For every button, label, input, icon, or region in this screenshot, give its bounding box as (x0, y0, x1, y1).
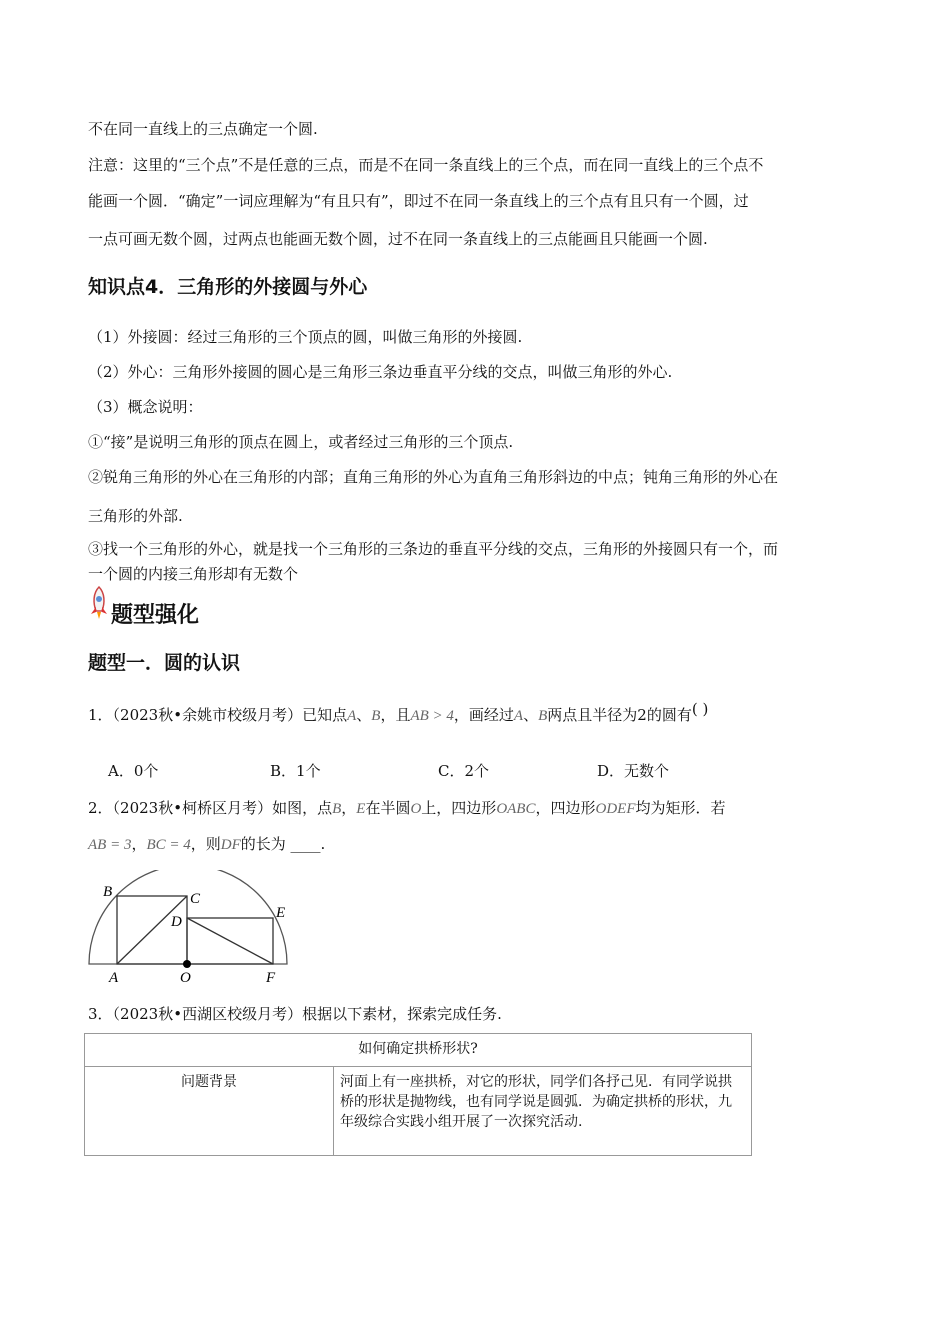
text-line: （3）概念说明： (88, 398, 203, 416)
q-text: ， (131, 835, 147, 853)
text-line: 不在同一直线上的三点确定一个圆. (88, 120, 318, 138)
math: E (356, 801, 366, 817)
question-2 (88, 797, 726, 818)
q-text: 在半圆 (365, 799, 411, 817)
q-text: ，且 (380, 706, 411, 724)
math: BC = 4 (146, 837, 191, 853)
text-line: （2）外心：三角形外接圆的圆心是三角形三条边垂直平分线的交点，叫做三角形的外心. (88, 363, 673, 381)
q-text: 、 (356, 706, 372, 724)
q-text: 均为矩形．若 (635, 799, 726, 817)
text-line: 能画一个圆．“确定”一词应理解为“有且只有”，即过不在同一条直线上的三个点有且只有一个圆，过 (88, 192, 749, 210)
type-heading: 题型一．圆的认识 (88, 652, 241, 674)
text-line: 一点可画无数个圆，过两点也能画无数个圆，过不在同一条直线上的三点能画且只能画一个圆. (88, 230, 708, 248)
math: ODEF (595, 801, 636, 817)
text-line: ③找一个三角形的外心，就是找一个三角形的三条边的垂直平分线的交点，三角形的外接圆只有一个，而 (88, 540, 779, 558)
question-2-cont (88, 833, 325, 854)
q-text: 2．（2023秋•柯桥区月考）如图，点 (88, 799, 333, 817)
math: O (410, 801, 422, 817)
rocket-icon (88, 585, 110, 621)
label-d: D (171, 914, 182, 930)
table-title: 如何确定拱桥形状? (85, 1034, 752, 1067)
q-text: 的长为 ____. (240, 835, 326, 853)
material-table (84, 1033, 752, 1156)
math: AB > 4 (410, 708, 454, 724)
text-line: ①“接”是说明三角形的顶点在圆上，或者经过三角形的三个顶点. (88, 433, 514, 451)
answer-paren: ( ) (691, 700, 709, 718)
q-text: ，画经过 (453, 706, 514, 724)
section-title: 题型强化 (111, 603, 200, 628)
text-line: 注意：这里的“三个点”不是任意的三点，而是不在同一条直线上的三个点，而在同一直线上的三个点不 (88, 156, 764, 174)
q-text: 1．（2023秋•余姚市校级月考）已知点 (88, 706, 348, 724)
label-b: B (103, 884, 113, 900)
label-o: O (180, 970, 191, 986)
knowledge-heading: 知识点4．三角形的外接圆与外心 (88, 276, 368, 298)
text-line: ②锐角三角形的外心在三角形的内部；直角三角形的外心为直角三角形斜边的中点；钝角三角形的外心在 (88, 468, 779, 486)
option-c: C．2个 (438, 762, 490, 780)
q-text: 上，四边形 (421, 799, 497, 817)
math: OABC (496, 801, 536, 817)
math: B (538, 708, 548, 724)
math: A (347, 708, 357, 724)
math: B (371, 708, 381, 724)
math: B (332, 801, 342, 817)
math: A (513, 708, 524, 724)
row-label: 问题背景 (85, 1067, 334, 1156)
q-text: 两点且半径为2的圆有 (547, 706, 692, 724)
math: DF (220, 837, 241, 853)
question-1 (88, 700, 709, 725)
math: AB = 3 (88, 837, 132, 853)
row-text: 河面上有一座拱桥，对它的形状，同学们各抒己见．有同学说拱桥的形状是抛物线，也有同学说是圆弧．为确定拱桥的形状，九年级综合实践小组开展了一次探究活动. (334, 1067, 752, 1156)
label-a: A (109, 970, 119, 986)
text-line: 一个圆的内接三角形却有无数个 (88, 565, 299, 583)
text-line: （1）外接圆：经过三角形的三个顶点的圆，叫做三角形的外接圆. (88, 328, 523, 346)
label-f: F (266, 970, 276, 986)
semicircle-figure (80, 870, 310, 990)
q-text: ，则 (190, 835, 221, 853)
option-d: D．无数个 (597, 762, 670, 780)
q-text: 、 (523, 706, 539, 724)
question-3: 3．（2023秋•西湖区校级月考）根据以下素材，探索完成任务. (88, 1005, 502, 1023)
q-text: ，四边形 (535, 799, 596, 817)
label-c: C (190, 891, 201, 907)
option-b: B．1个 (270, 762, 321, 780)
q-text: ， (341, 799, 357, 817)
option-a: A．0个 (108, 762, 159, 780)
text-line: 三角形的外部. (88, 507, 183, 525)
label-e: E (276, 905, 286, 921)
